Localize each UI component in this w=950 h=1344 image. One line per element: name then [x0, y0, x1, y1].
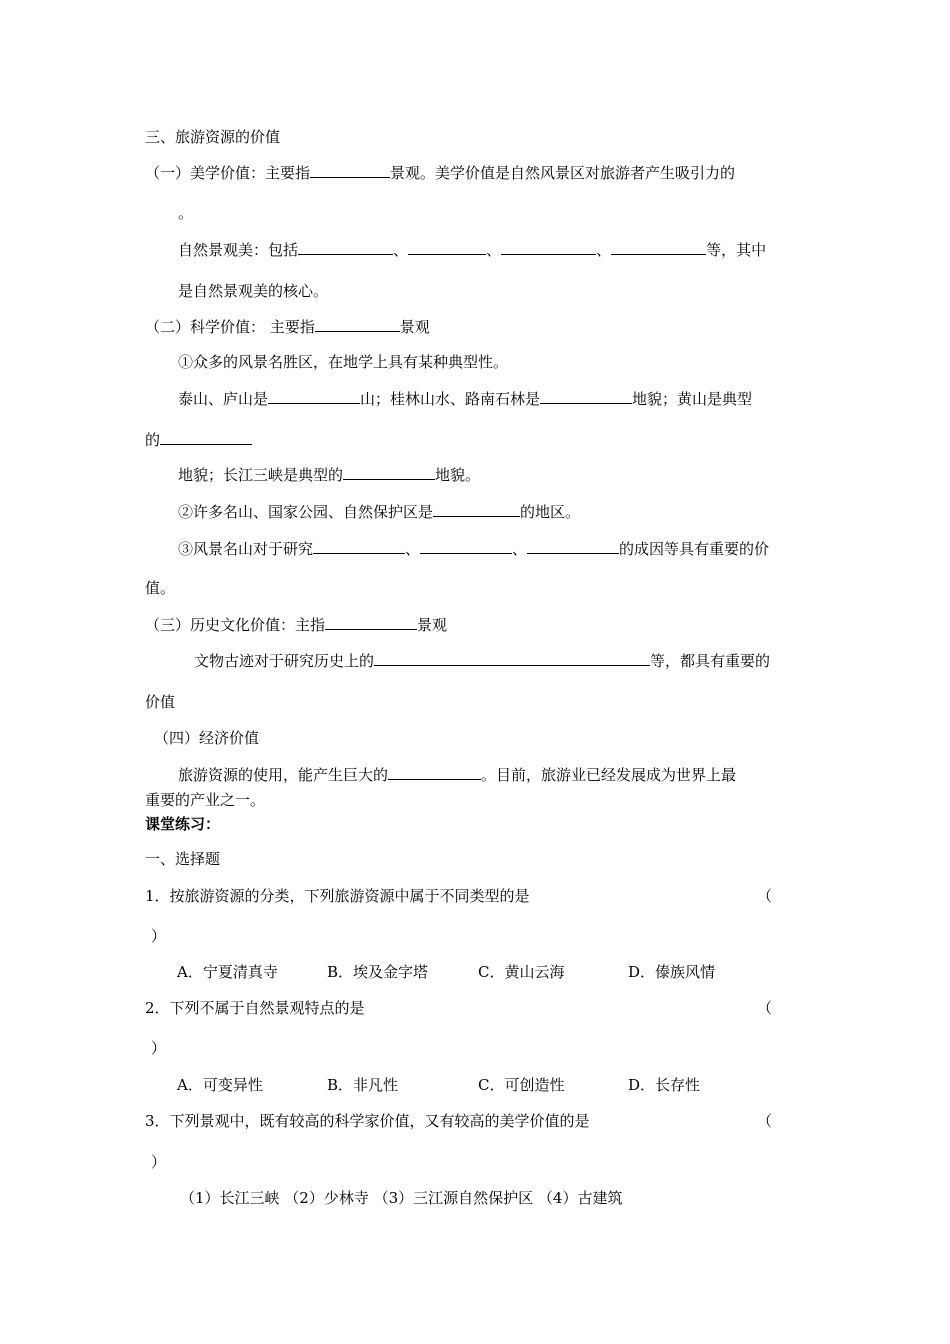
fill-blank[interactable] [313, 539, 405, 554]
science-line-1 [145, 317, 430, 337]
economy-title: （四）经济价值 [154, 729, 260, 747]
aesthetic-line-4: 是自然景观美的核心。 [178, 282, 329, 300]
answer-paren-open: （ [757, 999, 773, 1017]
text: （一）美学价值：主要指 [145, 164, 311, 182]
q1-option-d[interactable]: D．傣族风情 [628, 963, 716, 981]
practice-heading: 课堂练习： [145, 815, 221, 833]
text: （二）科学价值： 主要指 [145, 318, 315, 336]
aesthetic-line-2: 。 [178, 204, 194, 222]
text: 旅游资源的使用，能产生巨大的 [178, 766, 389, 784]
text: 的 [145, 431, 161, 449]
science-line-5 [178, 465, 480, 485]
answer-paren-close: ） [151, 1039, 167, 1057]
text: 自然景观美：包括 [178, 241, 299, 259]
science-line-6 [178, 502, 580, 522]
q2-option-d[interactable]: D．长存性 [628, 1076, 701, 1094]
text: （三）历史文化价值：主指 [145, 616, 326, 634]
text: 、 [486, 241, 502, 259]
fill-blank[interactable] [374, 651, 650, 666]
science-line-7 [178, 539, 769, 559]
section-title: 三、旅游资源的价值 [145, 128, 281, 146]
answer-paren-close: ） [151, 1153, 167, 1171]
q2-option-a[interactable]: A．可变异性 [177, 1076, 263, 1094]
question-1-stem: 1．按旅游资源的分类，下列旅游资源中属于不同类型的是 [145, 887, 530, 905]
text: 文物古迹对于研究历史上的 [194, 652, 375, 670]
science-line-3 [178, 389, 752, 409]
text: 等，都具有重要的 [650, 652, 771, 670]
text: 的成因等具有重要的价 [619, 540, 770, 558]
q2-option-c[interactable]: C．可创造性 [478, 1076, 565, 1094]
science-line-4 [145, 430, 252, 450]
fill-blank[interactable] [611, 240, 706, 255]
fill-blank[interactable] [160, 430, 252, 445]
fill-blank[interactable] [315, 317, 400, 332]
science-line-2: ①众多的风景名胜区，在地学上具有某种典型性。 [178, 353, 509, 371]
q1-option-c[interactable]: C．黄山云海 [478, 963, 565, 981]
text: 地貌；黄山是典型 [632, 390, 753, 408]
text: 地貌。 [435, 466, 481, 484]
practice-subheading: 一、选择题 [145, 850, 221, 868]
question-3-stem: 3．下列景观中，既有较高的科学家价值，又有较高的美学价值的是 [145, 1112, 590, 1130]
fill-blank[interactable] [298, 240, 393, 255]
q2-option-b[interactable]: B．非凡性 [327, 1076, 399, 1094]
fill-blank[interactable] [310, 163, 390, 178]
history-line-2 [194, 651, 770, 671]
fill-blank[interactable] [420, 539, 512, 554]
text: 的地区。 [520, 503, 581, 521]
answer-paren-close: ） [151, 927, 167, 945]
text: 。目前，旅游业已经发展成为世界上最 [481, 766, 737, 784]
text: 、 [512, 540, 528, 558]
fill-blank[interactable] [501, 240, 596, 255]
science-line-8: 值。 [145, 579, 176, 597]
text: 景观 [399, 318, 430, 336]
q3-items: （1）长江三峡 （2）少林寺 （3）三江源自然保护区 （4）古建筑 [180, 1189, 623, 1207]
text: 景观 [417, 616, 448, 634]
economy-line-1 [178, 765, 736, 785]
text: 山；桂林山水、路南石林是 [360, 390, 541, 408]
fill-blank[interactable] [540, 389, 632, 404]
text: 、 [596, 241, 612, 259]
q1-option-a[interactable]: A．宁夏清真寺 [177, 963, 278, 981]
fill-blank[interactable] [527, 539, 619, 554]
aesthetic-line-3 [178, 240, 766, 260]
history-line-1 [145, 615, 447, 635]
fill-blank[interactable] [433, 502, 520, 517]
text: 地貌；长江三峡是典型的 [178, 466, 344, 484]
fill-blank[interactable] [325, 615, 417, 630]
fill-blank[interactable] [388, 765, 481, 780]
aesthetic-line-1 [145, 163, 735, 183]
q1-option-b[interactable]: B．埃及金字塔 [327, 963, 429, 981]
text: 等，其中 [706, 241, 767, 259]
fill-blank[interactable] [408, 240, 486, 255]
fill-blank[interactable] [343, 465, 435, 480]
answer-paren-open: （ [757, 1112, 773, 1130]
text: ②许多名山、国家公园、自然保护区是 [178, 503, 434, 521]
text: 泰山、庐山是 [178, 390, 269, 408]
text: 景观。美学价值是自然风景区对旅游者产生吸引力的 [390, 164, 736, 182]
fill-blank[interactable] [268, 389, 360, 404]
history-line-3: 价值 [145, 693, 176, 711]
answer-paren-open: （ [757, 887, 773, 905]
text: 、 [393, 241, 409, 259]
text: 、 [405, 540, 421, 558]
text: ③风景名山对于研究 [178, 540, 314, 558]
economy-line-2: 重要的产业之一。 [145, 791, 266, 809]
question-2-stem: 2．下列不属于自然景观特点的是 [145, 999, 365, 1017]
